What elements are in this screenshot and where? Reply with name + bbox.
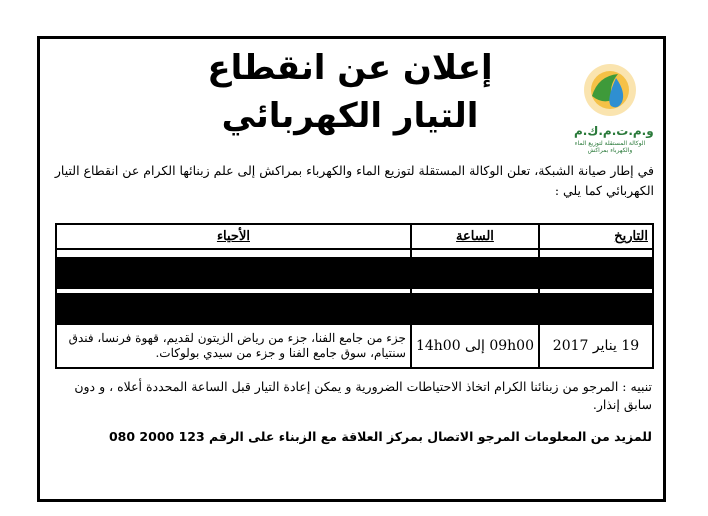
row-time: 09h00 إلى 14h00: [411, 324, 539, 368]
outage-schedule-table: [55, 223, 654, 369]
redacted-row: [56, 294, 653, 324]
logo-abbreviation: و.م.ت.م.ك.م: [574, 124, 654, 138]
table-row: [56, 324, 653, 368]
redacted-cell: [539, 294, 653, 324]
redacted-cell: [411, 258, 539, 288]
title-line-2: التيار الكهربائي: [221, 96, 479, 136]
announcement-title: [200, 44, 500, 140]
table-header-row: [56, 224, 653, 249]
logo-subtitle-line-1: الوكالة المستقلة لتوزيع الماء: [574, 140, 646, 147]
logo-subtitle: [574, 140, 646, 154]
redacted-row: [56, 258, 653, 288]
header-time: الساعة: [411, 224, 539, 249]
notice-paragraph: تنبيه : المرجو من زبنائنا الكرام اتخاذ الاحتياطات الضرورية و يمكن إعادة التيار قبل الساعة المحددة أعلاه ، و دون سابق إنذار.: [74, 379, 652, 412]
logo-subtitle-line-2: والكهرباء بمراكش: [587, 147, 633, 154]
redacted-cell: [539, 258, 653, 288]
redacted-cell: [411, 294, 539, 324]
contact-line: للمزيد من المعلومات المرجو الاتصال بمركز العلاقة مع الزبناء على الرقم 123 2000 080: [108, 429, 652, 444]
header-areas: الأحياء: [56, 224, 411, 249]
intro-paragraph: في إطار صيانة الشبكة، تعلن الوكالة المستقلة لتوزيع الماء والكهرباء بمراكش إلى علم زبنائها الكرام عن انقطاع التيار الكهربائي كما يلي :: [54, 163, 654, 198]
spacer-row: [56, 249, 653, 258]
title-line-1: إعلان عن انقطاع: [207, 48, 493, 88]
row-areas: جزء من جامع الفنا، جزء من رياض الزيتون لقديم، قهوة فرنسا، فندق سنتيام، سوق جامع الفنا و جزء من سيدي بولوكات.: [56, 324, 411, 368]
header-date: التاريخ: [539, 224, 653, 249]
row-date: 19 يناير 2017: [539, 324, 653, 368]
redacted-cell: [56, 258, 411, 288]
redacted-cell: [56, 294, 411, 324]
